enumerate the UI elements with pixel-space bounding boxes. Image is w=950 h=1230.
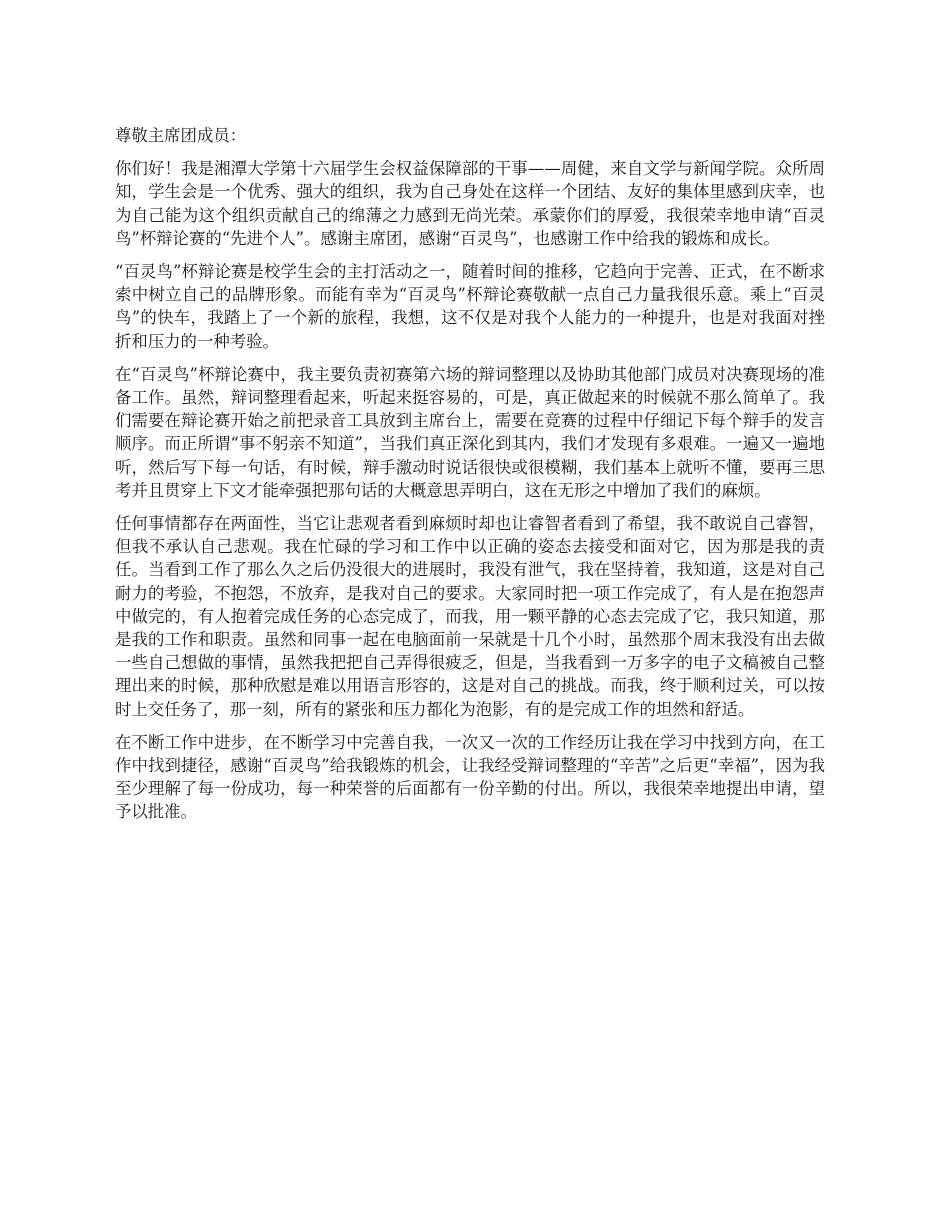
document-body (115, 124, 825, 834)
paragraph-closing: 在不断工作中进步，在不断学习中完善自我，一次又一次的工作经历让我在学习中找到方向，在工作中找到捷径，感谢“百灵鸟”给我锻炼的机会，让我经受辩词整理的“辛苦”之后更“幸福”，因为我至少理解了每一份成功，每一种荣誉的后面都有一份辛勤的付出。所以，我很荣幸地提出申请，望予以批准。 (115, 732, 825, 822)
paragraph-responsibilities: 在“百灵鸟”杯辩论赛中，我主要负责初赛第六场的辩词整理以及协助其他部门成员对决赛现场的准备工作。虽然，辩词整理看起来，听起来挺容易的，可是，真正做起来的时候就不那么简单了。我们需要在辩论赛开始之前把录音工具放到主席台上，需要在竞赛的过程中仔细记下每个辩手的发言顺序。而正所谓“事不躬亲不知道”，当我们真正深化到其内，我们才发现有多艰难。一遍又一遍地听，然后写下每一句话，有时候，辩手激动时说话很快或很模糊，我们基本上就听不懂，要再三思考并且贯穿上下文才能牵强把那句话的大概意思弄明白，这在无形之中增加了我们的麻烦。 (115, 364, 825, 500)
salutation: 尊敬主席团成员： (115, 126, 247, 145)
paragraph-greeting: 你们好！我是湘潭大学第十六届学生会权益保障部的干事——周健，来自文学与新闻学院。众所周知，学生会是一个优秀、强大的组织，我为自己身处在这样一个团结、友好的集体里感到庆幸，也为自己能为这个组织贡献自己的绵薄之力感到无尚光荣。承蒙你们的厚爱，我很荣幸地申请“百灵鸟”杯辩论赛的“先进个人”。感谢主席团，感谢“百灵鸟”，也感谢工作中给我的锻炼和成长。 (115, 159, 825, 248)
paragraph-reflection: 任何事情都存在两面性，当它让悲观者看到麻烦时却也让睿智者看到了希望，我不敢说自己睿智，但我不承认自己悲观。我在忙碌的学习和工作中以正确的姿态去接受和面对它，因为那是我的责任。当看到工作了那么久之后仍没很大的进展时，我没有泄气，我在坚持着，我知道，这是对自己耐力的考验，不抱怨，不放弃，是我对自己的要求。大家同时把一项工作完成了，有人是在抱怨声中做完的，有人抱着完成任务的心态完成了，而我，用一颗平静的心态去完成了它，我只知道，那是我的工作和职责。虽然和同事一起在电脑面前一呆就是十几个小时，虽然那个周末我没有出去做一些自己想做的事情，虽然我把把自己弄得很疲乏，但是，当我看到一万多字的电子文稿被自己整理出来的时候，那种欣慰是难以用语言形容的，这是对自己的挑战。而我，终于顺利过关，可以按时上交任务了，那一刻，所有的紧张和压力都化为泡影，有的是完成工作的坦然和舒适。 (115, 514, 825, 719)
paragraph-competition-intro: “百灵鸟”杯辩论赛是校学生会的主打活动之一，随着时间的推移，它趋向于完善、正式，在不断求索中树立自己的品牌形象。而能有幸为“百灵鸟”杯辩论赛敬献一点自己力量我很乐意。乘上“百灵鸟”的快车，我踏上了一个新的旅程，我想，这不仅是对我个人能力的一种提升，也是对我面对挫折和压力的一种考验。 (115, 262, 825, 351)
